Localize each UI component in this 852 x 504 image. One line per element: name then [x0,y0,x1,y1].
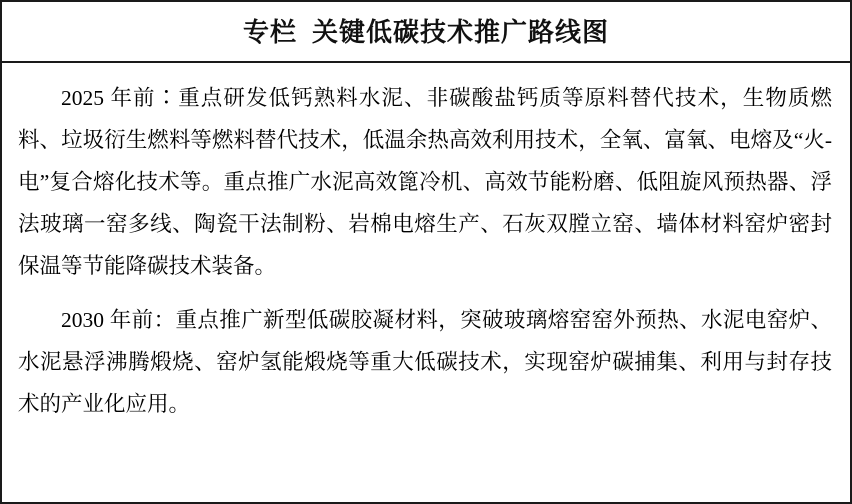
paragraph-2025: 2025 年前∶重点研发低钙熟料水泥、非碳酸盐钙质等原料替代技术，生物质燃料、垃圾衍生燃料等燃料替代技术，低温余热高效利用技术，全氧、富氧、电熔及“火-电”复合熔化技术等。重点推广水泥高效篦冷机、高效节能粉磨、低阻旋风预热器、浮法玻璃一窑多线、陶瓷干法制粉、岩棉电熔生产、石灰双膛立窑、墙体材料窑炉密封保温等节能降碳技术装备。 [18,86,832,278]
document-body [2,63,850,502]
page-title: 专栏 关键低碳技术推广路线图 [242,18,609,47]
document-title-bar [2,2,850,63]
paragraph-2030: 2030 年前：重点推广新型低碳胶凝材料，突破玻璃熔窑窑外预热、水泥电窑炉、水泥悬浮沸腾煅烧、窑炉氢能煅烧等重大低碳技术，实现窑炉碳捕集、利用与封存技术的产业化应用。 [18,308,832,416]
